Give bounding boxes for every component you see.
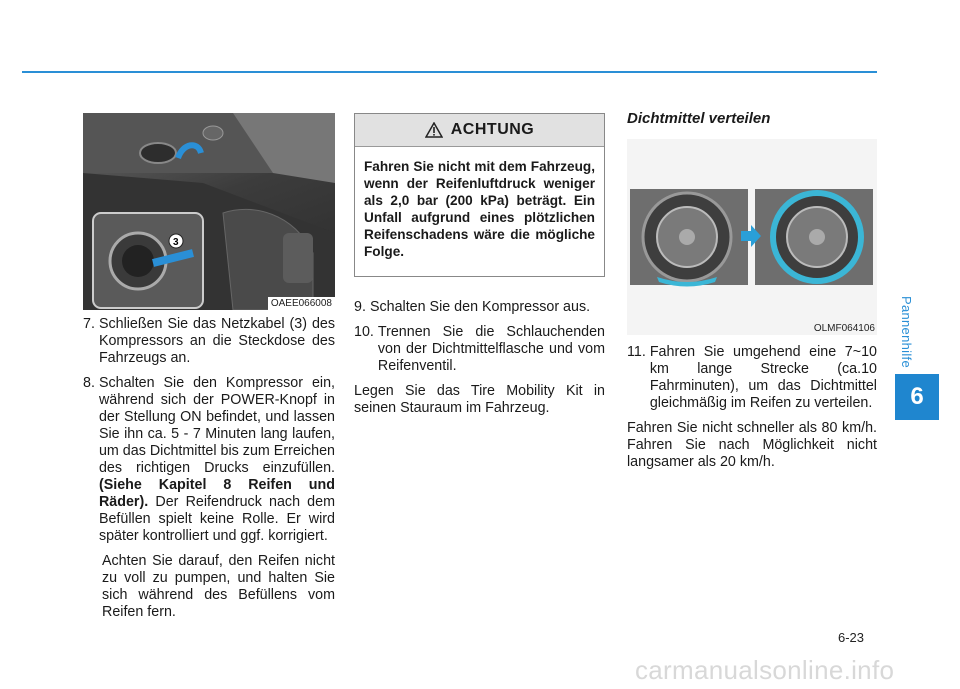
callout-3-label: 3 [173,237,179,248]
sealant-distribution-illustration [627,139,877,335]
step-text: Trennen Sie die Schlauchenden von der Dichtmittelflasche und vom Reifenventil. [377,324,605,374]
step-text [99,375,335,545]
figure1-code: OAEE066008 [268,297,335,310]
step-number: 9. [354,299,366,315]
warning-title: ACHTUNG [450,121,535,138]
step-number: 8. [83,375,95,391]
step-11 [627,344,877,412]
step-7 [83,316,335,367]
column-1 [83,316,335,621]
step-number: 11. [627,344,646,360]
fill-note: Achten Sie darauf, den Reifen nicht zu voll zu pumpen, und halten Sie sich während des Befüllens vom Reifen fern. [102,553,335,620]
chapter-number-badge: 6 [895,374,939,420]
column-3 [627,344,877,471]
column-2 [354,299,605,417]
section-title: Dichtmittel verteilen [627,110,771,127]
chapter-side-label: Pannenhilfe [899,296,914,368]
warning-box [354,113,605,277]
figure2-code: OLMF064106 [813,323,875,334]
step-number: 7. [83,316,95,332]
header-rule [22,71,877,73]
center-console-drawing [83,113,335,310]
speed-paragraph: Fahren Sie nicht schneller als 80 km/h. Fahren Sie nach Möglichkeit nicht langsamer als 20 km/h. [627,420,877,470]
step-text: Schalten Sie den Kompressor aus. [369,299,591,315]
page-number: 6-23 [838,630,865,645]
step-9 [354,299,605,316]
chapter-reference: (Siehe Kapitel 8 Reifen und Räder). [98,477,335,510]
tire-diagram [627,139,877,335]
step-8 [83,375,335,545]
storage-paragraph: Legen Sie das Tire Mobility Kit in seinen Stauraum im Fahrzeug. [354,383,605,416]
tire-after [773,193,861,281]
step-text-part: Schalten Sie den Kompressor ein, während sich der POWER-Knopf in der Stellung ON befindet, und lassen Sie ihn ca. 5 - 7 Minuten lang laufen, um das Dichtmittel bis zum Erreichen des richtigen Drucks einzufüllen. [98,375,335,476]
step-10 [354,324,605,375]
warning-text: Fahren Sie nicht mit dem Fahrzeug, wenn der Reifenluftdruck weniger als 2,0 bar (200 kPa) beträgt. Ein Unfall aufgrund eines plötzlichen Reifenschadens wäre die mögliche Folge. [364,159,595,259]
step-text: Fahren Sie umgehend eine 7~10 km lange Strecke (ca.10 Fahrminuten), um das Dichtmittel gleichmäßig im Reifen zu verteilen. [649,344,877,411]
watermark: carmanualsonline.info [635,655,895,685]
step-number: 10. [354,324,374,340]
warning-triangle-icon [425,122,443,138]
compressor-outlet-illustration [83,113,335,310]
warning-header [355,114,604,147]
step-text-part: Der Reifendruck nach dem Befüllen spielt keine Rolle. Er wird später kontrolliert und ggf. korrigiert. [98,494,335,544]
step-text: Schließen Sie das Netzkabel (3) des Kompressors an die Steckdose des Fahrzeugs an. [98,316,335,366]
